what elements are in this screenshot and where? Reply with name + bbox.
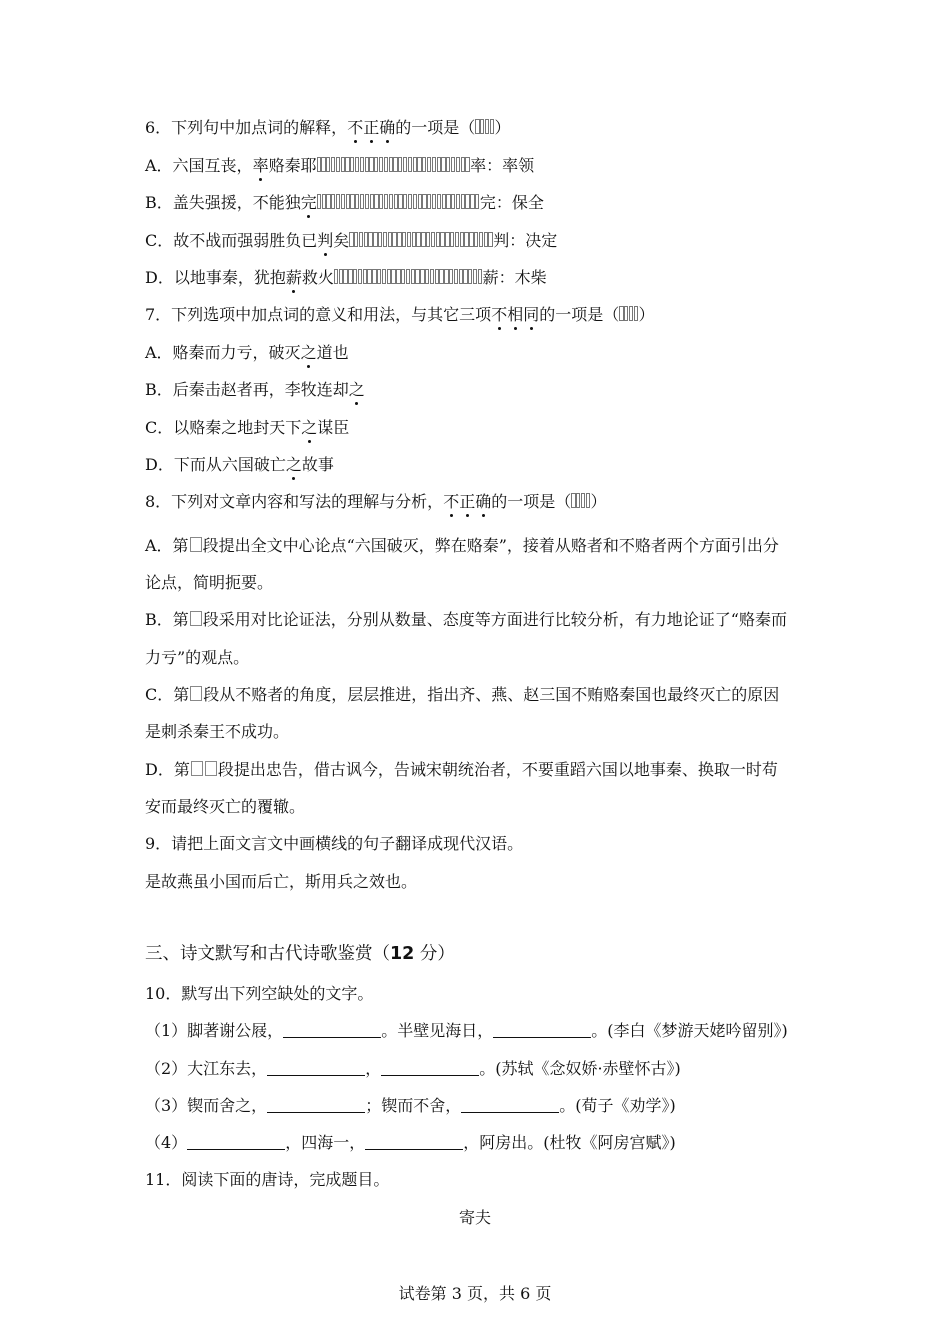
q7-option-a: A．赂秦而力亏，破灭之道也 xyxy=(145,343,349,362)
fill-blank[interactable] xyxy=(267,1098,365,1113)
paragraph-number-box xyxy=(205,761,217,776)
q6-option-a: A．六国互丧，率赂秦耶 率：率领 xyxy=(145,156,535,175)
q10-item-4: （4） ，四海一， ，阿房出。(杜牧《阿房宫赋》) xyxy=(145,1133,676,1152)
q6-stem: 6．下列句中加点词的解释，不正确的一项是（ ） xyxy=(145,118,511,137)
emphasis-dot-char: 薪 xyxy=(285,268,302,287)
page-footer: 试卷第 3 页，共 6 页 xyxy=(398,1284,552,1303)
emphasis-dot-char: 不 xyxy=(443,492,460,511)
q8-option-b-cont: 力亏”的观点。 xyxy=(145,648,250,667)
placeholder-boxes xyxy=(349,231,493,251)
emphasis-dot-char: 不 xyxy=(491,305,508,324)
fill-blank[interactable] xyxy=(493,1023,591,1038)
q8-option-a: A．第 段提出全文中心论点“六国破灭，弊在赂秦”，接着从赂者和不赂者两个方面引出分 xyxy=(145,536,779,555)
q8-option-c-cont: 是刺杀秦王不成功。 xyxy=(145,722,290,741)
emphasis-dot-char: 不 xyxy=(347,118,364,137)
poem-title: 寄夫 xyxy=(458,1208,491,1227)
paragraph-number-box xyxy=(190,537,202,552)
paragraph-number-box xyxy=(190,611,202,626)
placeholder-boxes xyxy=(317,193,480,213)
section-heading: 三、诗文默写和古代诗歌鉴赏（12 分） xyxy=(145,944,455,964)
fill-blank[interactable] xyxy=(187,1135,285,1150)
q10-item-1: （1）脚著谢公屐， 。半壁见海日， 。(李白《梦游天姥吟留别》) xyxy=(145,1021,788,1040)
placeholder-boxes xyxy=(334,268,483,288)
q8-stem: 8．下列对文章内容和写法的理解与分析，不正确的一项是（ ） xyxy=(145,492,607,511)
q8-option-d-cont: 安而最终灭亡的覆辙。 xyxy=(145,797,306,816)
fill-blank[interactable] xyxy=(283,1023,381,1038)
emphasis-dot-char: 正 xyxy=(363,118,380,137)
placeholder-boxes xyxy=(571,492,590,512)
q11-stem: 11．阅读下面的唐诗，完成题目。 xyxy=(145,1170,390,1189)
fill-blank[interactable] xyxy=(461,1098,559,1113)
emphasis-dot-char: 确 xyxy=(475,492,492,511)
fill-blank[interactable] xyxy=(381,1061,479,1076)
q7-stem: 7．下列选项中加点词的意义和用法，与其它三项不相同的一项是（ ） xyxy=(145,305,655,324)
placeholder-boxes xyxy=(475,118,494,138)
fill-blank[interactable] xyxy=(365,1135,463,1150)
q8-option-c: C．第 段从不赂者的角度，层层推进，指出齐、燕、赵三国不贿赂秦国也最终灭亡的原因 xyxy=(145,685,780,704)
q7-option-b: B．后秦击赵者再，李牧连却之 xyxy=(145,380,365,399)
q10-stem: 10．默写出下列空缺处的文字。 xyxy=(145,984,374,1003)
q10-item-2: （2）大江东去， ， 。(苏轼《念奴娇·赤壁怀古》) xyxy=(145,1059,681,1078)
emphasis-dot-char: 完 xyxy=(300,193,317,212)
emphasis-dot-char: 之 xyxy=(300,343,317,362)
q6-option-b: B．盖失强援，不能独完 完：保全 xyxy=(145,193,544,212)
emphasis-dot-char: 正 xyxy=(459,492,476,511)
emphasis-dot-char: 之 xyxy=(285,455,302,474)
q6-option-d: D．以地事秦，犹抱薪救火 薪：木柴 xyxy=(145,268,547,287)
q10-item-3: （3）锲而舍之， ；锲而不舍， 。(荀子《劝学》) xyxy=(145,1096,676,1115)
placeholder-boxes xyxy=(317,156,471,176)
emphasis-dot-char: 率 xyxy=(252,156,269,175)
fill-blank[interactable] xyxy=(267,1061,365,1076)
q9-stem: 9．请把上面文言文中画横线的句子翻译成现代汉语。 xyxy=(145,834,524,853)
q6-option-c: C．故不战而强弱胜负已判矣 判：决定 xyxy=(145,231,558,250)
paragraph-number-box xyxy=(190,686,202,701)
emphasis-dot-char: 确 xyxy=(379,118,396,137)
q7-option-d: D．下而从六国破亡之故事 xyxy=(145,455,334,474)
emphasis-dot-char: 同 xyxy=(523,305,540,324)
emphasis-dot-char: 判 xyxy=(317,231,334,250)
paragraph-number-box xyxy=(191,761,203,776)
q8-option-b: B．第 段采用对比论证法，分别从数量、态度等方面进行比较分析，有力地论证了“赂秦而 xyxy=(145,610,787,629)
emphasis-dot-char: 之 xyxy=(301,418,318,437)
q7-option-c: C．以赂秦之地封天下之谋臣 xyxy=(145,418,350,437)
emphasis-dot-char: 相 xyxy=(507,305,524,324)
q8-option-a-cont: 论点，简明扼要。 xyxy=(145,573,274,592)
placeholder-boxes xyxy=(619,305,638,325)
q9-sentence: 是故燕虽小国而后亡，斯用兵之效也。 xyxy=(145,872,418,891)
q8-option-d: D．第 段提出忠告，借古讽今，告诫宋朝统治者，不要重蹈六国以地事秦、换取一时苟 xyxy=(145,760,778,779)
emphasis-dot-char: 之 xyxy=(348,380,365,399)
